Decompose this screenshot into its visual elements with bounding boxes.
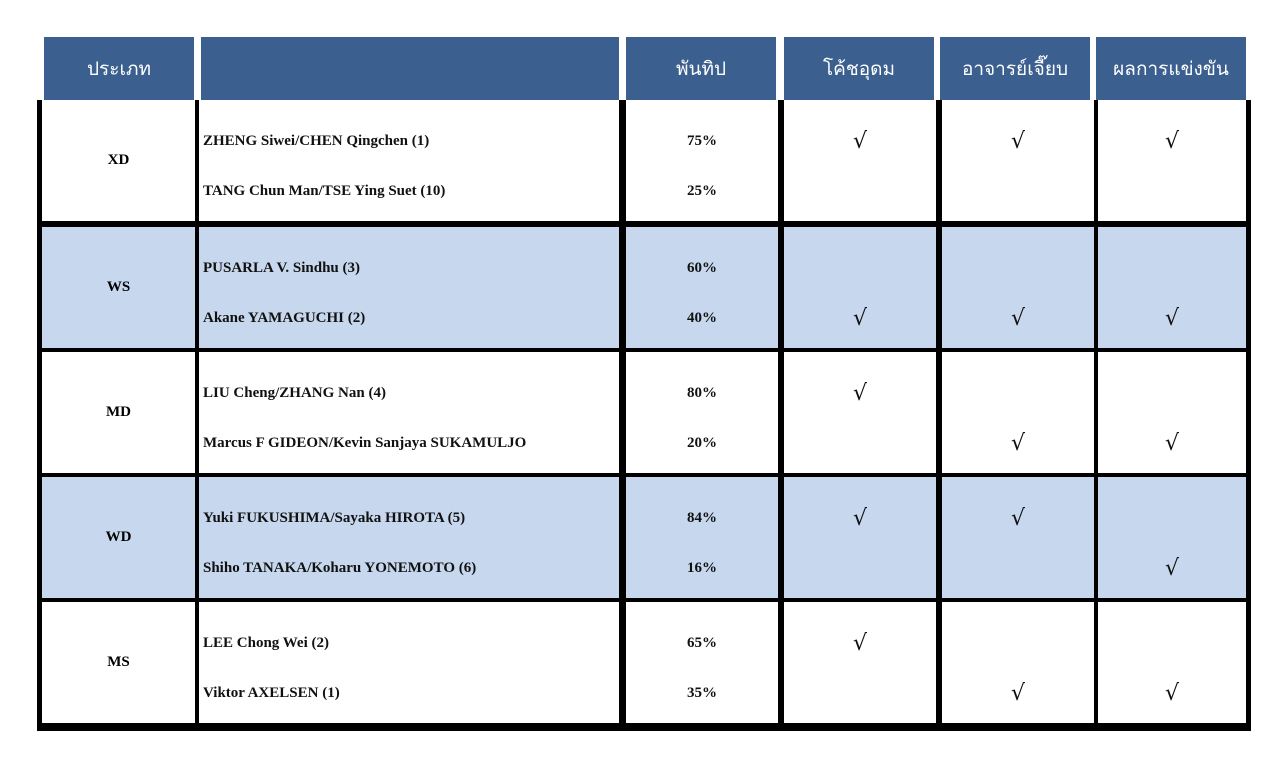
teacher-check-top <box>942 631 1094 655</box>
tip-cell <box>626 227 778 348</box>
prediction-table <box>37 100 1251 731</box>
category-label: WS <box>106 279 131 295</box>
table-row-group-md <box>37 352 1251 473</box>
category-label: XD <box>107 152 130 168</box>
tip-percent-top: 75% <box>687 132 717 149</box>
header-name <box>201 37 619 100</box>
tip-cell <box>626 477 778 598</box>
player-name-top: ZHENG Siwei/CHEN Qingchen (1) <box>203 132 430 149</box>
coach-cell <box>784 477 936 598</box>
table-row-group-wd <box>37 477 1251 598</box>
result-check-top <box>1098 381 1246 405</box>
coach-cell <box>784 100 936 221</box>
player-name-bottom: Marcus F GIDEON/Kevin Sanjaya SUKAMULJO <box>203 434 527 451</box>
result-check-top: √ <box>1164 128 1180 154</box>
player-cell <box>199 602 619 723</box>
tip-cell <box>626 100 778 221</box>
coach-check-top: √ <box>852 380 868 406</box>
category-label: WD <box>105 529 132 545</box>
coach-check-bottom <box>784 431 936 455</box>
tip-percent-top: 84% <box>687 509 717 526</box>
coach-cell <box>784 602 936 723</box>
teacher-cell <box>942 227 1094 348</box>
teacher-check-bottom <box>942 556 1094 580</box>
player-name-top: LEE Chong Wei (2) <box>203 634 329 651</box>
teacher-check-bottom: √ <box>1010 430 1026 456</box>
player-name-top: LIU Cheng/ZHANG Nan (4) <box>203 384 386 401</box>
table-row-group-xd <box>37 100 1251 221</box>
result-check-top <box>1098 506 1246 530</box>
tip-percent-bottom: 16% <box>687 559 717 576</box>
player-name-bottom: Shiho TANAKA/Koharu YONEMOTO (6) <box>203 559 477 576</box>
teacher-check-top: √ <box>1010 128 1026 154</box>
coach-check-bottom <box>784 556 936 580</box>
header-teacher: อาจารย์เจี๊ยบ <box>940 37 1090 100</box>
teacher-cell <box>942 100 1094 221</box>
coach-check-top: √ <box>852 505 868 531</box>
table-row-group-ws <box>37 227 1251 348</box>
tip-percent-bottom: 25% <box>687 182 717 199</box>
result-cell <box>1098 352 1246 473</box>
tip-cell <box>626 602 778 723</box>
category-cell <box>42 477 195 598</box>
teacher-check-bottom: √ <box>1010 680 1026 706</box>
player-name-top: PUSARLA V. Sindhu (3) <box>203 259 361 276</box>
coach-check-top: √ <box>852 630 868 656</box>
coach-check-bottom <box>784 179 936 203</box>
teacher-check-top <box>942 381 1094 405</box>
teacher-check-top: √ <box>1010 505 1026 531</box>
player-name-top: Yuki FUKUSHIMA/Sayaka HIROTA (5) <box>203 509 466 526</box>
player-name-bottom: Akane YAMAGUCHI (2) <box>203 309 366 326</box>
result-check-bottom: √ <box>1164 430 1180 456</box>
player-cell <box>199 100 619 221</box>
header-category: ประเภท <box>44 37 194 100</box>
header-tip: พันทิป <box>626 37 776 100</box>
category-label: MD <box>106 404 131 420</box>
result-check-bottom: √ <box>1164 555 1180 581</box>
coach-check-top <box>784 256 936 280</box>
tip-percent-bottom: 20% <box>687 434 717 451</box>
teacher-cell <box>942 352 1094 473</box>
player-cell <box>199 477 619 598</box>
player-cell <box>199 227 619 348</box>
category-cell <box>42 352 195 473</box>
coach-check-bottom <box>784 681 936 705</box>
category-cell <box>42 227 195 348</box>
tip-percent-bottom: 35% <box>687 684 717 701</box>
teacher-check-bottom <box>942 179 1094 203</box>
result-cell <box>1098 477 1246 598</box>
player-name-bottom: Viktor AXELSEN (1) <box>203 684 340 701</box>
result-check-top <box>1098 631 1246 655</box>
teacher-check-bottom: √ <box>1010 305 1026 331</box>
result-check-bottom: √ <box>1164 680 1180 706</box>
table-row-group-ms <box>37 602 1251 723</box>
coach-check-top: √ <box>852 128 868 154</box>
tip-percent-bottom: 40% <box>687 309 717 326</box>
result-cell <box>1098 100 1246 221</box>
result-check-bottom: √ <box>1164 305 1180 331</box>
coach-cell <box>784 352 936 473</box>
teacher-cell <box>942 602 1094 723</box>
tip-percent-top: 65% <box>687 634 717 651</box>
result-check-bottom <box>1098 179 1246 203</box>
result-cell <box>1098 602 1246 723</box>
tip-percent-top: 80% <box>687 384 717 401</box>
header-result: ผลการแข่งขัน <box>1096 37 1246 100</box>
category-cell <box>42 602 195 723</box>
category-cell <box>42 100 195 221</box>
result-cell <box>1098 227 1246 348</box>
result-check-top <box>1098 256 1246 280</box>
tip-cell <box>626 352 778 473</box>
category-label: MS <box>107 654 130 670</box>
teacher-cell <box>942 477 1094 598</box>
teacher-check-top <box>942 256 1094 280</box>
player-cell <box>199 352 619 473</box>
player-name-bottom: TANG Chun Man/TSE Ying Suet (10) <box>203 182 446 199</box>
header-coach: โค้ชอุดม <box>784 37 934 100</box>
coach-cell <box>784 227 936 348</box>
tip-percent-top: 60% <box>687 259 717 276</box>
coach-check-bottom: √ <box>852 305 868 331</box>
